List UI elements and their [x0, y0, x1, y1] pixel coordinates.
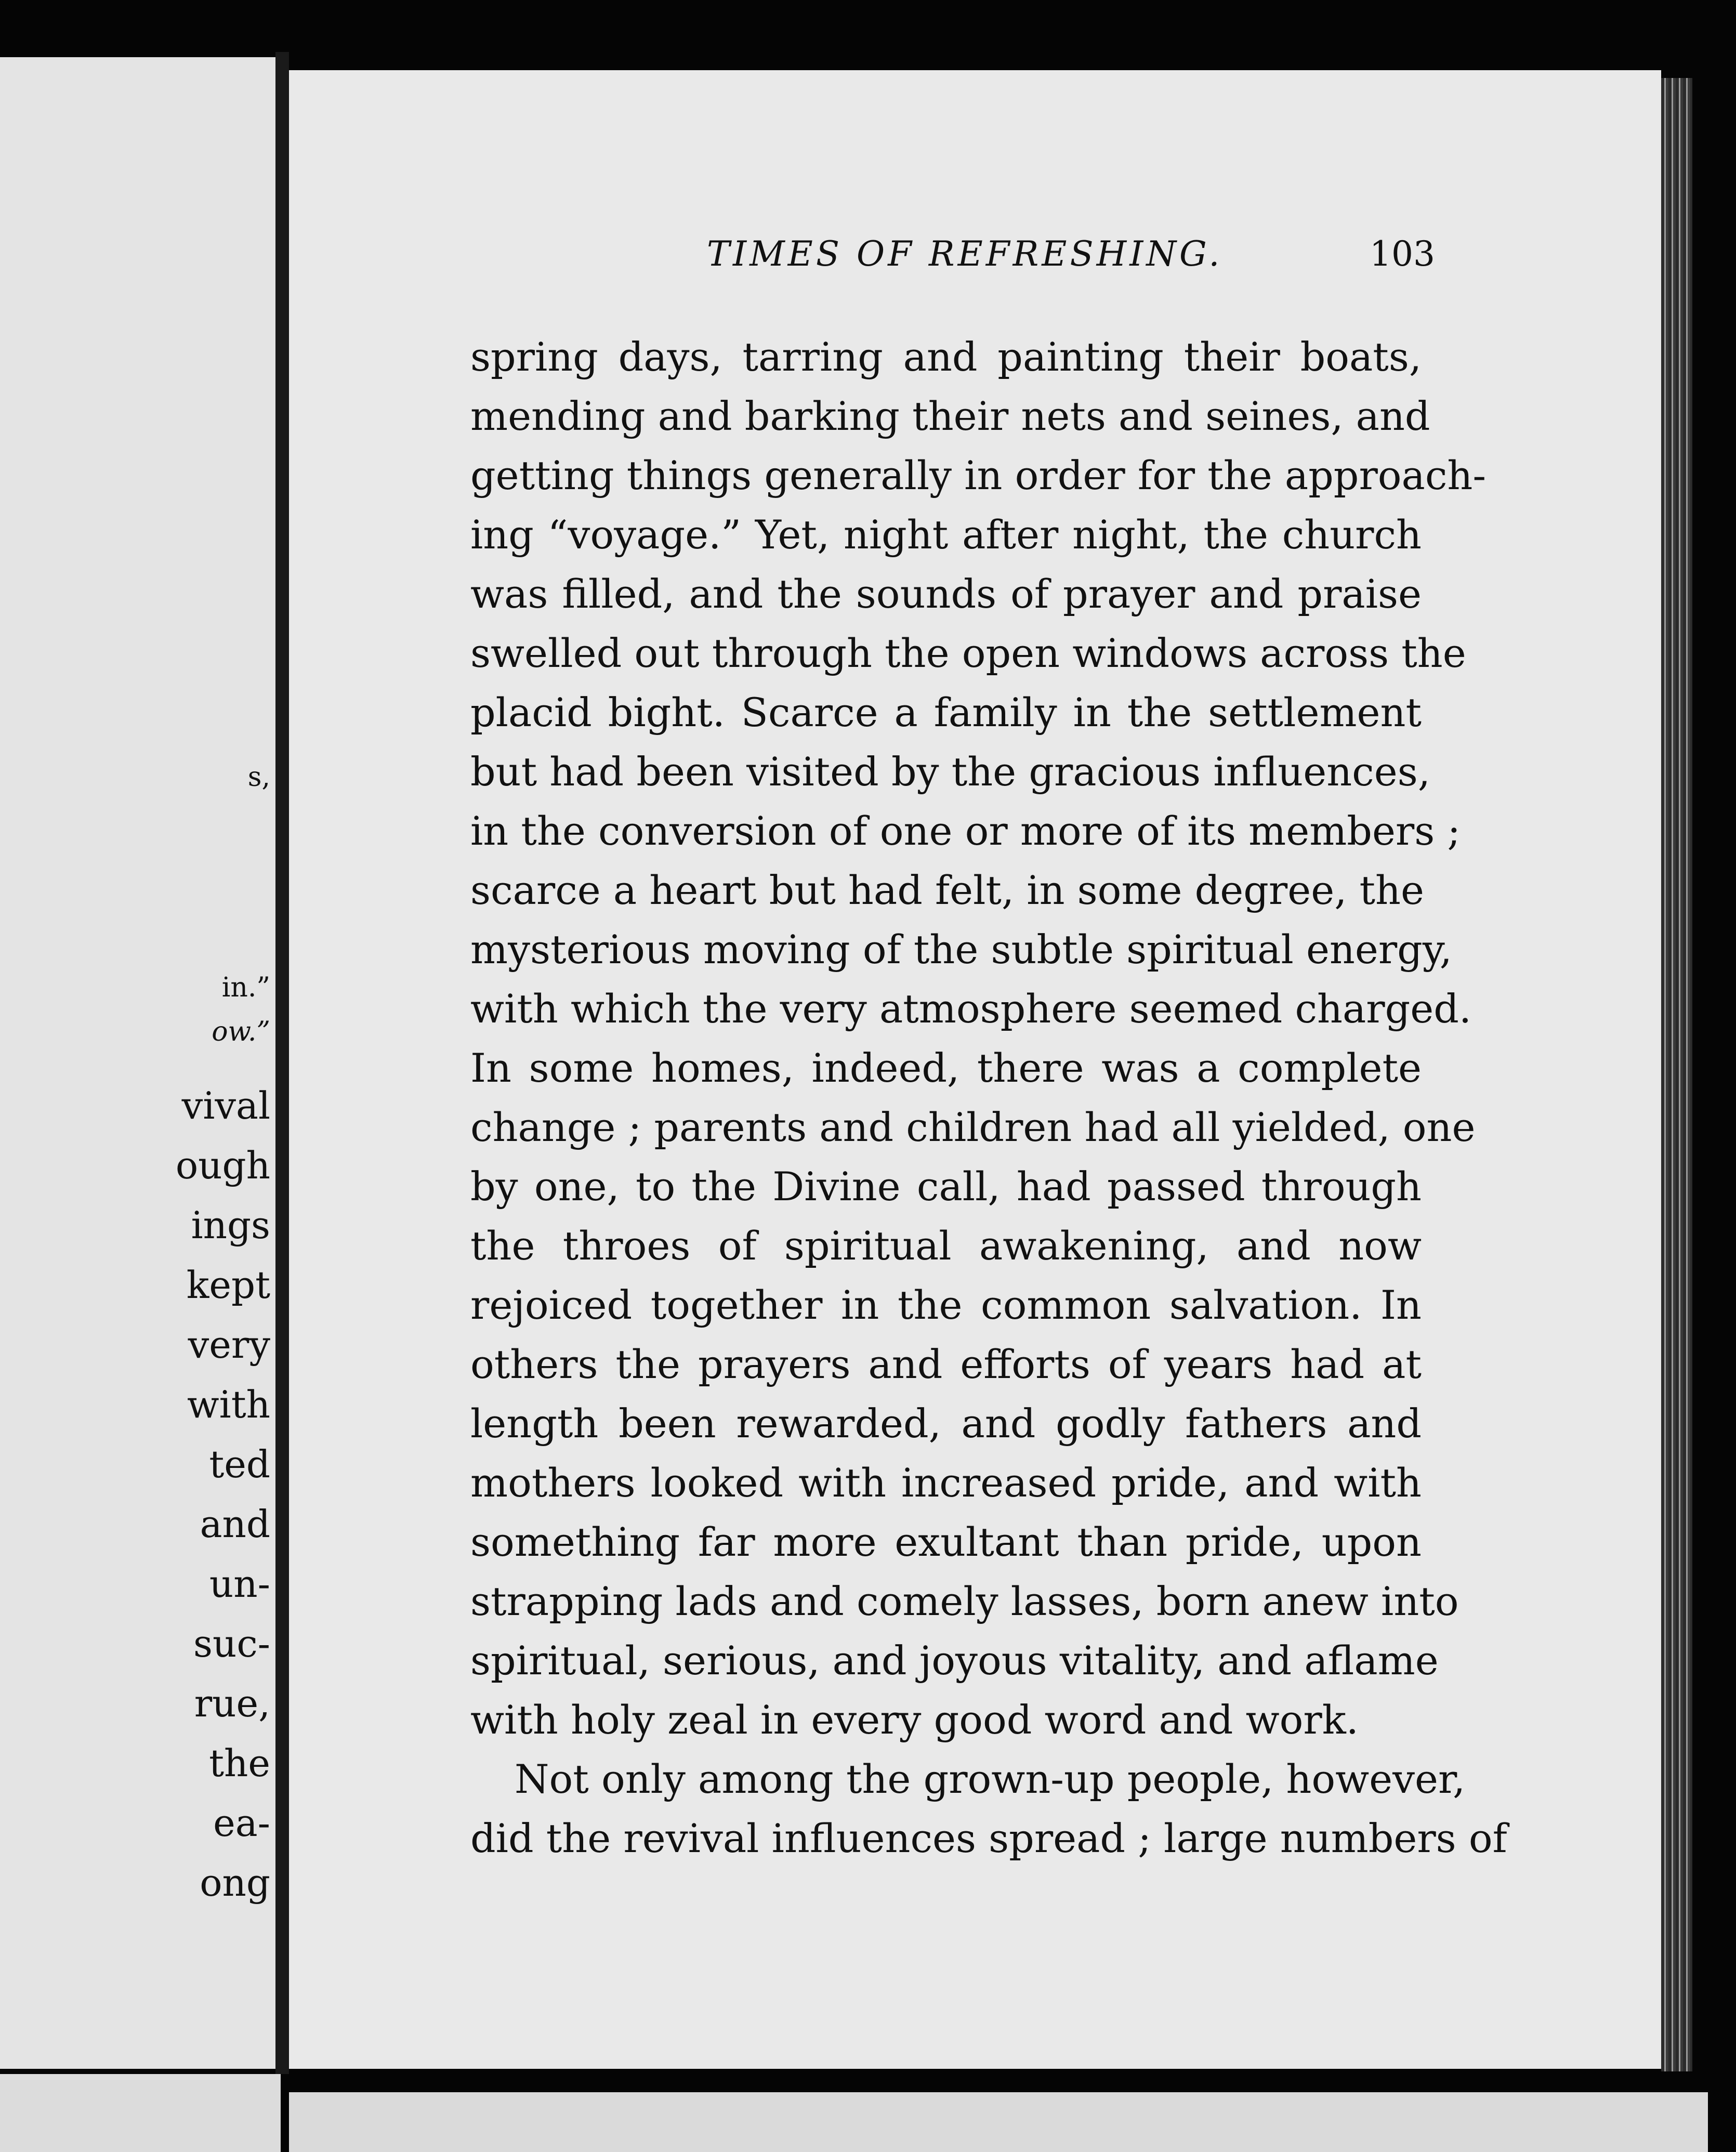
text-line-paragraph-end: with holy zeal in every good word and work. — [470, 1697, 1359, 1743]
text-line: others the prayers and efforts of years had at — [470, 1341, 1422, 1387]
text-line: mending and barking their nets and seines, and — [470, 393, 1430, 439]
left-fragment: ings — [191, 1203, 270, 1247]
body-text — [470, 327, 1507, 1868]
left-fragment: ea- — [213, 1801, 270, 1845]
left-fragment: kept — [186, 1263, 270, 1307]
left-fragment: the — [209, 1741, 270, 1785]
text-line: something far more exultant than pride, upon — [470, 1519, 1422, 1565]
text-line: getting things generally in order for the approach- — [470, 452, 1487, 498]
text-line: ing “voyage.” Yet, night after night, the church — [470, 511, 1422, 558]
running-head-title: TIMES OF REFRESHING. — [707, 234, 1223, 274]
text-line: spring days, tarring and painting their boats, — [470, 334, 1422, 380]
left-fragment: and — [200, 1502, 270, 1546]
page-number: 103 — [1370, 234, 1435, 274]
left-fragment: suc- — [193, 1622, 270, 1665]
page-fore-edge — [1661, 78, 1692, 2071]
text-line: by one, to the Divine call, had passed through — [470, 1163, 1422, 1210]
left-page-text-fragments — [0, 0, 270, 2152]
left-fragment: rue, — [194, 1682, 270, 1725]
text-line: scarce a heart but had felt, in some degree, the — [470, 867, 1424, 913]
text-line: in the conversion of one or more of its members ; — [470, 808, 1461, 854]
text-line: placid bight. Scarce a family in the settlement — [470, 689, 1422, 736]
left-fragment: ong — [200, 1861, 270, 1905]
text-line: In some homes, indeed, there was a complete — [470, 1045, 1422, 1091]
text-line: was filled, and the sounds of prayer and praise — [470, 571, 1422, 617]
text-line: with which the very atmosphere seemed charged. — [470, 986, 1472, 1032]
book-gutter — [275, 52, 289, 2074]
text-line: did the revival influences spread ; large numbers of — [470, 1815, 1507, 1861]
left-fragment: ough — [175, 1144, 270, 1187]
text-line: swelled out through the open windows across the — [470, 630, 1466, 676]
text-line: but had been visited by the gracious influences, — [470, 749, 1430, 795]
left-fragment: vival — [181, 1084, 270, 1127]
text-line: length been rewarded, and godly fathers and — [470, 1400, 1422, 1447]
left-fragment: ow.” — [212, 1016, 270, 1047]
right-page-bottom-edge — [289, 2092, 1708, 2152]
text-line: rejoiced together in the common salvation. In — [470, 1282, 1422, 1328]
text-line: change ; parents and children had all yielded, one — [470, 1104, 1476, 1150]
left-fragment: in.” — [221, 972, 270, 1003]
left-fragment: very — [188, 1323, 270, 1367]
text-line: mothers looked with increased pride, and with — [470, 1460, 1422, 1506]
left-fragment: un- — [209, 1562, 270, 1606]
left-fragment: ted — [209, 1442, 270, 1486]
text-line: mysterious moving of the subtle spiritual energy, — [470, 926, 1452, 973]
left-fragment: s, — [247, 762, 270, 793]
left-fragment: with — [187, 1383, 270, 1426]
text-line: the throes of spiritual awakening, and now — [470, 1223, 1422, 1269]
text-line: strapping lads and comely lasses, born anew into — [470, 1578, 1459, 1624]
text-line-paragraph-start: Not only among the grown-up people, however, — [515, 1756, 1466, 1802]
text-line: spiritual, serious, and joyous vitality, and aflame — [470, 1637, 1439, 1684]
